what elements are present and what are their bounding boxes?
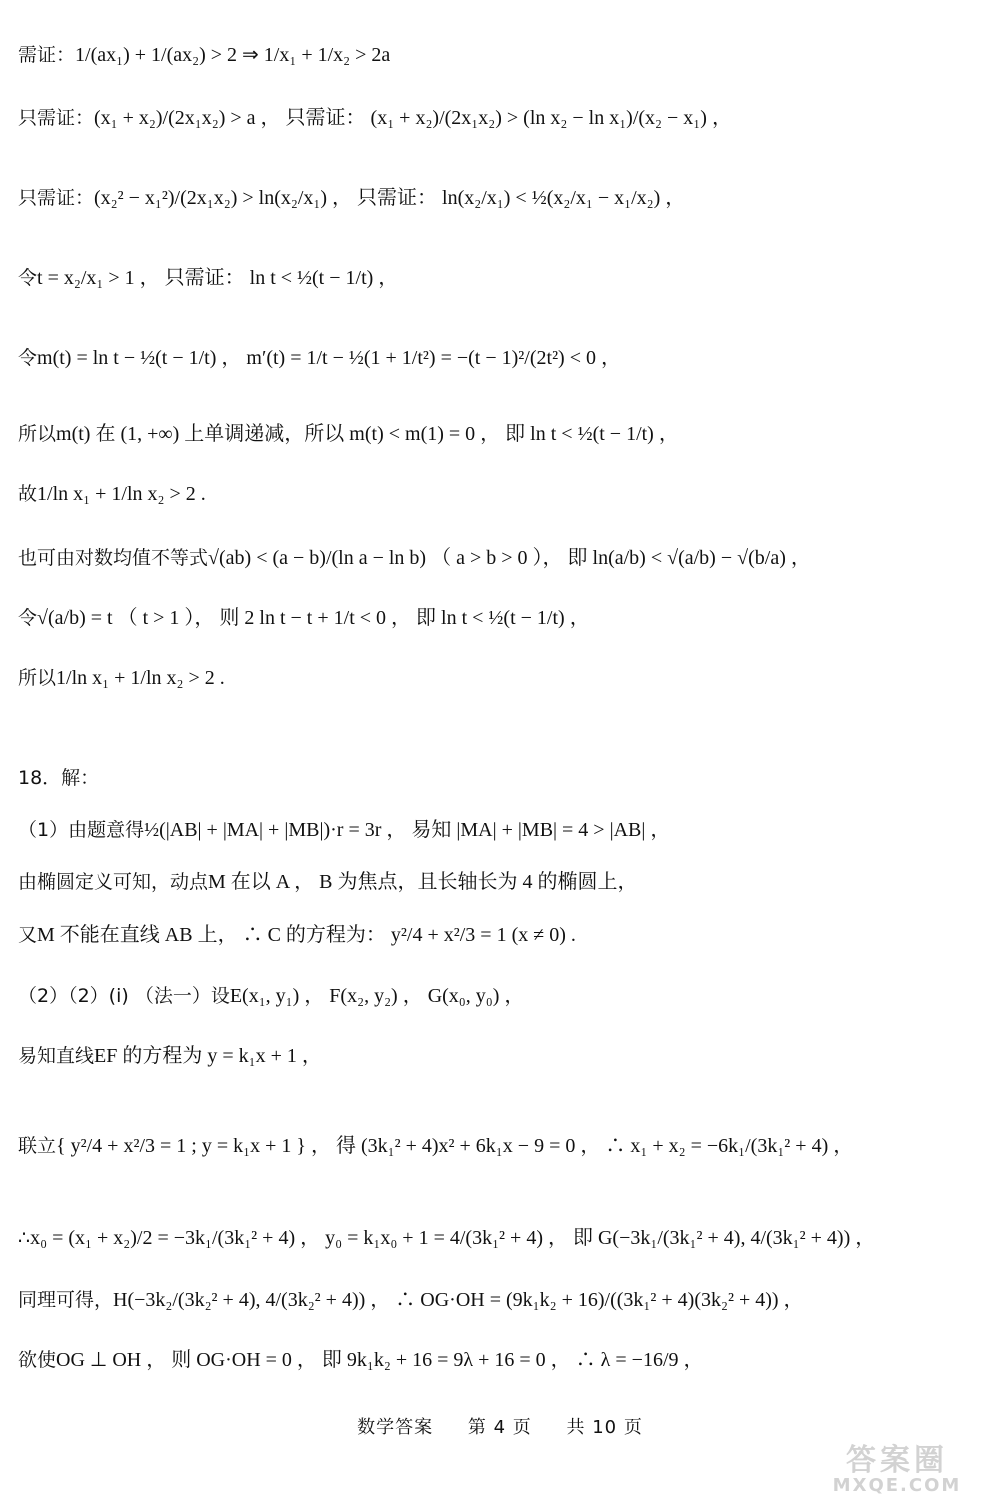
line-expression: M 在以 A ， B 为焦点，且长轴长为 4 的椭圆上， xyxy=(208,871,638,893)
line-expression: (x₂² − x₁²)/(2x₁x₂) > ln(x₂/x₁) ， 只需证： ln(x₂/x₁) < ½(x₂/x₁ − x₁/x₂) ， xyxy=(94,187,686,209)
problem-heading xyxy=(18,768,99,788)
math-line xyxy=(18,424,679,444)
line-label: 易知直线 xyxy=(18,1045,95,1067)
line-expression: 1/ln x₁ + 1/ln x₂ > 2 . xyxy=(56,667,225,689)
line-label: 所以 xyxy=(18,423,57,445)
math-line xyxy=(18,108,732,128)
math-line xyxy=(18,548,811,568)
line-label: 只需证： xyxy=(18,107,95,129)
line-expression: { y²/4 + x²/3 = 1 ; y = k₁x + 1 } ， 得 (3k₁² + 4)x² + 6k₁x − 9 = 0 ， ∴ x₁ + x₂ = −6k₁/(3k₁² + 4) ， xyxy=(56,1135,854,1157)
math-line xyxy=(18,820,670,840)
line-label: 令 xyxy=(18,347,38,369)
line-expression: √(a/b) = t （ t > 1 ）， 则 2 ln t − t + 1/t < 0 ， 即 ln t < ½(t − 1/t) ， xyxy=(37,607,590,629)
line-expression: t = x₂/x₁ > 1 ， 只需证： ln t < ½(t − 1/t) ， xyxy=(37,267,399,289)
watermark-title: 答案圈 xyxy=(846,1443,948,1478)
line-label: 故 xyxy=(18,483,38,505)
line-label: （2）（2）(i) （法一）设 xyxy=(18,985,230,1007)
footer-subject: 数学答案 xyxy=(357,1417,434,1438)
math-line xyxy=(18,925,576,945)
math-line xyxy=(18,986,524,1006)
math-line xyxy=(18,668,225,688)
line-expression: ½(|AB| + |MA| + |MB|)·r = 3r ， 易知 |MA| + |MB| = 4 > |AB| ， xyxy=(144,819,671,841)
math-line xyxy=(18,608,590,628)
line-label: 18．解： xyxy=(18,767,100,789)
math-line xyxy=(18,872,637,892)
line-label: ∴ xyxy=(18,1227,31,1249)
line-label: 联立 xyxy=(18,1135,57,1157)
line-label: 只需证： xyxy=(18,187,95,209)
math-line xyxy=(18,1046,322,1066)
math-line xyxy=(18,268,398,288)
line-label: 所以 xyxy=(18,667,57,689)
page-footer xyxy=(0,1413,1000,1439)
math-line xyxy=(18,484,206,504)
math-line xyxy=(18,1290,804,1310)
footer-page-number: 第 4 页 xyxy=(467,1417,532,1438)
math-line xyxy=(18,45,390,65)
line-expression: H(−3k₂/(3k₂² + 4), 4/(3k₂² + 4)) ， ∴ OG·OH = (9k₁k₂ + 16)/((3k₁² + 4)(3k₂² + 4)) ， xyxy=(113,1289,804,1311)
line-expression: m(t) 在 (1, +∞) 上单调递减，所以 m(t) < m(1) = 0 ， 即 ln t < ½(t − 1/t) ， xyxy=(56,423,679,445)
line-expression: EF 的方程为 y = k₁x + 1 ， xyxy=(94,1045,322,1067)
line-label: （1）由题意得 xyxy=(18,819,145,841)
line-expression: x₀ = (x₁ + x₂)/2 = −3k₁/(3k₁² + 4) ， y₀ = k₁x₀ + 1 = 4/(3k₁² + 4) ， 即 G(−3k₁/(3k₁² + 4), 4/(3k₁² + 4)) ， xyxy=(30,1227,876,1249)
math-line xyxy=(18,1136,853,1156)
math-line xyxy=(18,188,685,208)
math-line xyxy=(18,348,621,368)
line-label: 又 xyxy=(18,924,38,946)
line-label: 需证： xyxy=(18,44,76,66)
line-expression: √(ab) < (a − b)/(ln a − ln b) （ a > b > 0 ）， 即 ln(a/b) < √(a/b) − √(b/a) ， xyxy=(208,547,811,569)
line-label: 欲使 xyxy=(18,1349,57,1371)
math-line xyxy=(18,1228,875,1248)
line-label: 令 xyxy=(18,267,38,289)
line-expression: OG ⊥ OH ， 则 OG·OH = 0 ， 即 9k₁k₂ + 16 = 9λ + 16 = 0 ， ∴ λ = −16/9 ， xyxy=(56,1349,704,1371)
math-line xyxy=(18,1350,704,1370)
line-label: 由椭圆定义可知，动点 xyxy=(18,871,209,893)
watermark-site: MXQE.COM xyxy=(832,1475,962,1496)
footer-page-total: 共 10 页 xyxy=(566,1417,643,1438)
line-label: 令 xyxy=(18,607,38,629)
line-expression: 1/(ax₁) + 1/(ax₂) > 2 ⇒ 1/x₁ + 1/x₂ > 2a xyxy=(75,44,391,66)
line-label: 也可由对数均值不等式 xyxy=(18,547,209,569)
line-expression: m(t) = ln t − ½(t − 1/t) ， m′(t) = 1/t − ½(1 + 1/t²) = −(t − 1)²/(2t²) < 0 ， xyxy=(37,347,621,369)
line-expression: 1/ln x₁ + 1/ln x₂ > 2 . xyxy=(37,483,206,505)
watermark-logo xyxy=(812,1443,982,1498)
line-expression: (x₁ + x₂)/(2x₁x₂) > a ， 只需证： (x₁ + x₂)/(2x₁x₂) > (ln x₂ − ln x₁)/(x₂ − x₁) ， xyxy=(94,107,732,129)
line-expression: M 不能在直线 AB 上， ∴ C 的方程为： y²/4 + x²/3 = 1 (x ≠ 0) . xyxy=(37,924,576,946)
line-expression: E(x₁, y₁) ， F(x₂, y₂) ， G(x₀, y₀) ， xyxy=(229,985,525,1007)
line-label: 同理可得， xyxy=(18,1289,114,1311)
